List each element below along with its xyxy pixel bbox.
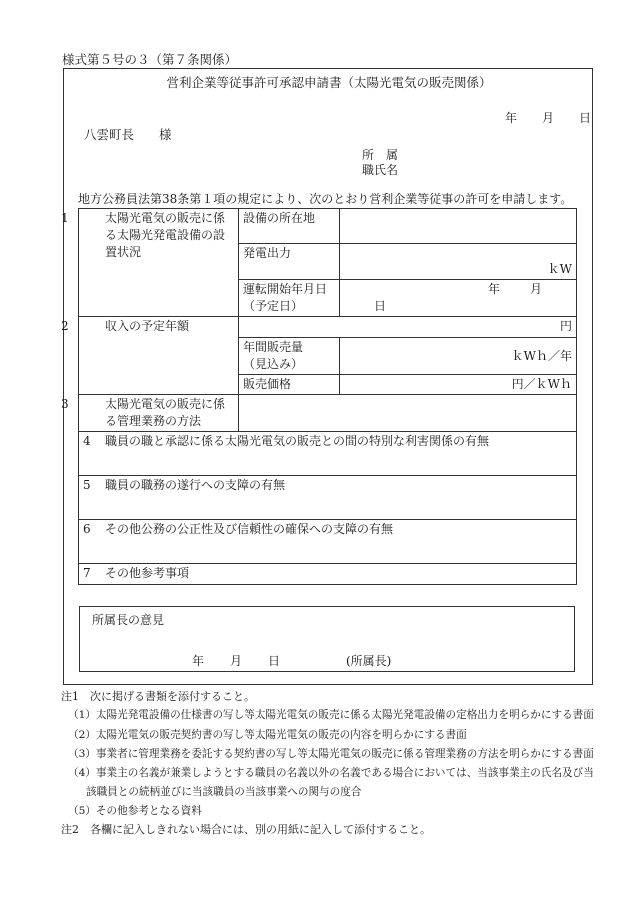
output-label: 発電出力 [239, 244, 340, 280]
name-label: 職氏名 [362, 163, 399, 177]
form-number: 様式第５号の３（第７条関係） [62, 52, 238, 67]
start-year: 年 [488, 282, 501, 296]
note-item-2: （2）太陽光電気の販売契約書の写し等太陽光電気の販売の内容を明らかにする書面 [68, 729, 467, 741]
start-month: 月 [530, 282, 543, 296]
opinion-day: 日 [268, 654, 281, 668]
item6-cell[interactable] [79, 520, 577, 564]
start-date-field[interactable] [340, 280, 577, 317]
annual-sales-label-2: （見込み） [243, 357, 304, 371]
note-item-3: （3）事業者に管理業務を委託する契約書の写し等太陽光電気の販売に係る管理業務の方法を明らかにする書面 [68, 748, 594, 760]
note1-heading: 注1 次に掲げる書類を添付すること。 [61, 690, 255, 703]
note-item-5: （5）その他参考となる資料 [68, 805, 202, 817]
supervisor-opinion-box[interactable] [79, 606, 575, 672]
item3-label: 太陽光電気の販売に係る管理業務の方法 [105, 397, 226, 428]
item5-num: 5 [83, 478, 91, 492]
item4-num: 4 [83, 434, 91, 448]
item6-label: その他公務の公正性及び信頼性の確保への支障の有無 [105, 522, 394, 536]
recipient: 八雲町長 様 [84, 127, 172, 142]
note2: 注2 各欄に記入しきれない場合には、別の用紙に記入して添付すること。 [61, 823, 431, 836]
form-title: 営利企業等従事許可承認申請書（太陽光電気の販売関係） [166, 75, 492, 90]
date-day: 日 [579, 111, 592, 125]
item1-num: 1 [61, 211, 69, 225]
item7-label: その他参考事項 [105, 566, 190, 580]
item2-label: 収入の予定年額 [105, 319, 190, 333]
item1-cell [61, 209, 239, 317]
opinion-signer: (所属長) [346, 654, 392, 668]
start-day: 日 [374, 299, 387, 313]
item4-label: 職員の職と承認に係る太陽光電気の販売との間の特別な利害関係の有無 [105, 434, 490, 448]
intro-text: 地方公務員法第38条第１項の規定により、次のとおり営利企業等従事の許可を申請します。 [78, 192, 573, 206]
output-field[interactable] [340, 244, 577, 280]
item6-num: 6 [83, 522, 91, 536]
price-label: 販売価格 [239, 375, 340, 395]
item1-label: 太陽光電気の販売に係る太陽光発電設備の設置状況 [105, 211, 226, 259]
application-form [63, 68, 593, 685]
start-date-label-2: （予定日） [243, 299, 304, 313]
location-label: 設備の所在地 [239, 209, 340, 244]
item5-cell[interactable] [79, 476, 577, 520]
income-field[interactable] [239, 317, 577, 338]
affiliation-label: 所 属 [362, 148, 399, 162]
item4-cell[interactable] [79, 432, 577, 476]
note-item-4: （4）事業主の名義が兼業しようとする職員の名義以外の名義である場合においては、当該事業主の氏名及び当 [68, 767, 594, 779]
start-date-label [239, 280, 340, 317]
item7-num: 7 [83, 566, 91, 580]
item2-cell [61, 317, 239, 395]
item7-cell[interactable] [79, 564, 577, 585]
price-unit: 円／ｋWｈ [511, 377, 572, 391]
opinion-month: 月 [230, 654, 243, 668]
output-unit: ｋW [547, 262, 572, 276]
item3-num: 3 [61, 397, 69, 411]
date-month: 月 [542, 111, 555, 125]
application-table [61, 208, 577, 585]
opinion-year: 年 [192, 654, 205, 668]
item3-cell [61, 395, 239, 432]
annual-sales-label [239, 338, 340, 375]
item5-label: 職員の職務の遂行への支障の有無 [105, 478, 286, 492]
item2-num: 2 [61, 319, 69, 333]
annual-sales-unit: ｋWｈ／年 [511, 348, 572, 363]
note-item-4-cont: 該職員との続柄並びに当該職員の当該事業への関与の度合 [86, 786, 362, 798]
location-field[interactable] [340, 209, 577, 244]
price-field[interactable] [340, 375, 577, 395]
yen-unit: 円 [559, 319, 572, 333]
start-date-label-1: 運転開始年月日 [243, 282, 328, 296]
date-year: 年 [505, 111, 518, 125]
annual-sales-label-1: 年間販売量 [243, 340, 304, 354]
item3-field[interactable] [239, 395, 577, 432]
opinion-label: 所属長の意見 [92, 613, 165, 627]
note-item-1: （1）太陽光発電設備の仕様書の写し等太陽光電気の販売に係る太陽光発電設備の定格出力を明らかにする書面 [68, 709, 594, 721]
annual-sales-field[interactable] [340, 338, 577, 375]
